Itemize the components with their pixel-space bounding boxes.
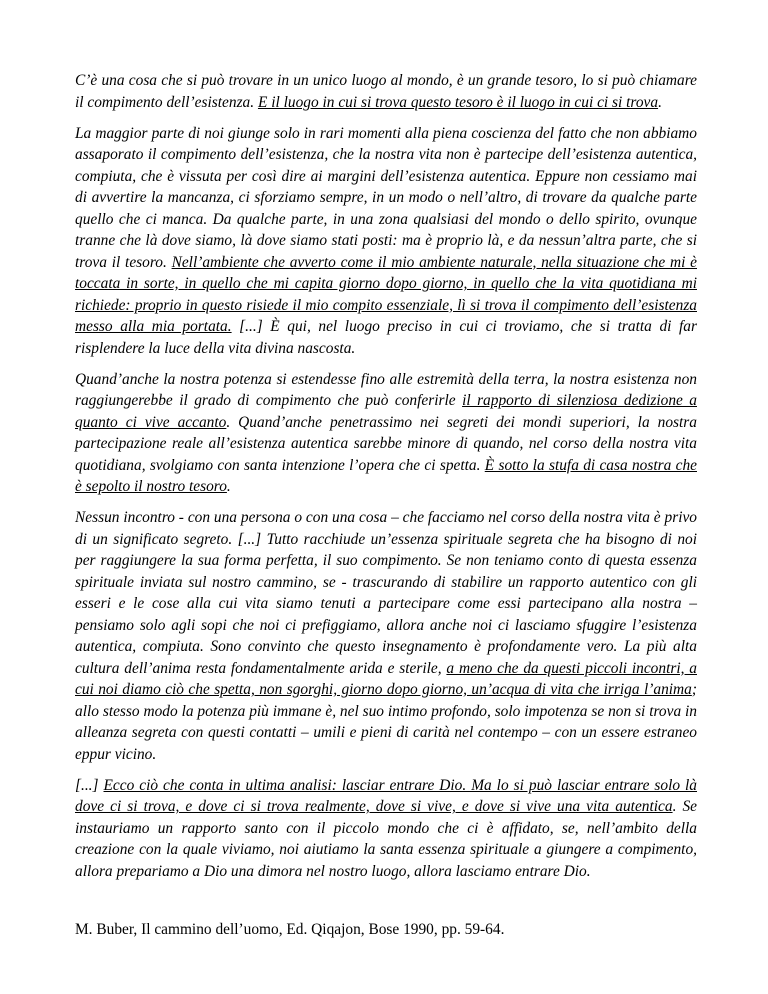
paragraph bbox=[75, 70, 697, 113]
text-segment: [...] bbox=[75, 776, 104, 794]
paragraph bbox=[75, 507, 697, 765]
text-segment: La maggior parte di noi giunge solo in rari momenti alla piena coscienza del fatto che non abbiamo assaporato il compimento dell’esistenza, che la nostra vita non è partecipe dell’esistenza autentica, compiuta, che è vissuta per così dire ai margini dell’esistenza autentica. Eppure non cessiamo mai di avvertire la mancanza, ci sforziamo sempre, in un modo o nell’altro, di trovare da qualche parte quello che ci manca. Da qualche parte, in una zona qualsiasi del mondo o dello spirito, ovunque tranne che là dove siamo, là dove siamo stati posti: ma è proprio là, e da nessun’altra parte, che si trova il tesoro. bbox=[75, 124, 697, 271]
text-segment: Quand’anche la nostra potenza si estendesse fino alle estremità della terra, la nostra esistenza non raggiungerebbe il grado di compimento che può conferirle bbox=[75, 370, 697, 409]
underlined-text: Nell’ambiente che avverto come il mio ambiente naturale, nella situazione che mi è toccata in sorte, in quello che mi capita giorno dopo giorno, in quello che la vita quotidiana mi richiede: proprio in questo risiede il mio compito essenziale, lì si trova il compimento dell’esistenza messo alla mia portata. bbox=[75, 253, 697, 335]
text-segment: C’è una cosa che si può trovare in un unico luogo al mondo, è un grande tesoro, lo si può chiamare il compimento dell’esistenza. bbox=[75, 72, 697, 111]
text-segment: . Quand’anche penetrassimo nei segreti dei mondi superiori, la nostra partecipazione reale all’esistenza autentica sarebbe minore di quando, nel corso della nostra vita quotidiana, svolgiamo con santa intenzione l’opera che ci spetta. bbox=[75, 413, 697, 474]
underlined-text: a meno che da questi piccoli incontri, a cui noi diamo ciò che spetta, non sgorghi, giorno dopo giorno, un’acqua di vita che irriga l’anima bbox=[75, 659, 697, 698]
text-body bbox=[75, 70, 697, 882]
text-segment: Nessun incontro - con una persona o con una cosa – che facciamo nel corso della nostra vita è privo di un significato segreto. [...] Tutto racchiude un’essenza spirituale segreta che ha bisogno di noi per raggiungere la sua forma perfetta, il suo compimento. Se non teniamo conto di questa essenza spirituale inviata sul nostro cammino, se - trascurando di stabilire un rapporto autentico con gli esseri e le cose alla cui vita siamo tenuti a partecipare come essi partecipano alla nostra – pensiamo solo agli sopi che noi ci prefiggiamo, allora anche noi ci lasciamo sfuggire l’esistenza autentica, compiuta. Sono convinto che questo insegnamento è profondamente vero. La più alta cultura dell’anima resta fondamentalmente arida e sterile, bbox=[75, 509, 697, 677]
underlined-text: Ecco ciò che conta in ultima analisi: lasciar entrare Dio. Ma lo si può lasciar entrare solo là dove ci si trova, e dove ci si trova realmente, dove si vive, e dove si vive una vita autentica bbox=[75, 776, 698, 815]
text-segment: . Se instauriamo un rapporto santo con il piccolo mondo che ci è affidato, se, nell’ambito della creazione con la quale viviamo, noi aiutiamo la santa essenza spirituale a giungere a compimento, allora prepariamo a Dio una dimora nel nostro luogo, allora lasciamo entrare Dio. bbox=[75, 798, 697, 880]
paragraph bbox=[75, 123, 697, 360]
underlined-text: È sotto la stufa di casa nostra che è sepolto il nostro tesoro bbox=[75, 456, 697, 495]
citation: M. Buber, Il cammino dell’uomo, Ed. Qiqajon, Bose 1990, pp. 59-64. bbox=[75, 921, 505, 938]
document-page bbox=[75, 70, 697, 941]
text-segment: ; allo stesso modo la potenza più immane è, nel suo intimo profondo, solo impotenza se non si trova in alleanza segreta con questi contatti – umili e pieni di carità nel contempo – con un essere estraneo eppur vicino. bbox=[75, 681, 697, 763]
underlined-text: il rapporto di silenziosa dedizione a quanto ci vive accanto bbox=[75, 392, 697, 431]
paragraph bbox=[75, 369, 697, 498]
text-segment: . bbox=[226, 478, 231, 495]
underlined-text: E il luogo in cui si trova questo tesoro è il luogo in cui ci si trova bbox=[257, 93, 659, 111]
text-segment: . bbox=[658, 93, 662, 111]
paragraph bbox=[75, 775, 697, 883]
text-segment: [...] È qui, nel luogo preciso in cui ci troviamo, che si tratta di far risplendere la luce della vita divina nascosta. bbox=[75, 318, 697, 357]
